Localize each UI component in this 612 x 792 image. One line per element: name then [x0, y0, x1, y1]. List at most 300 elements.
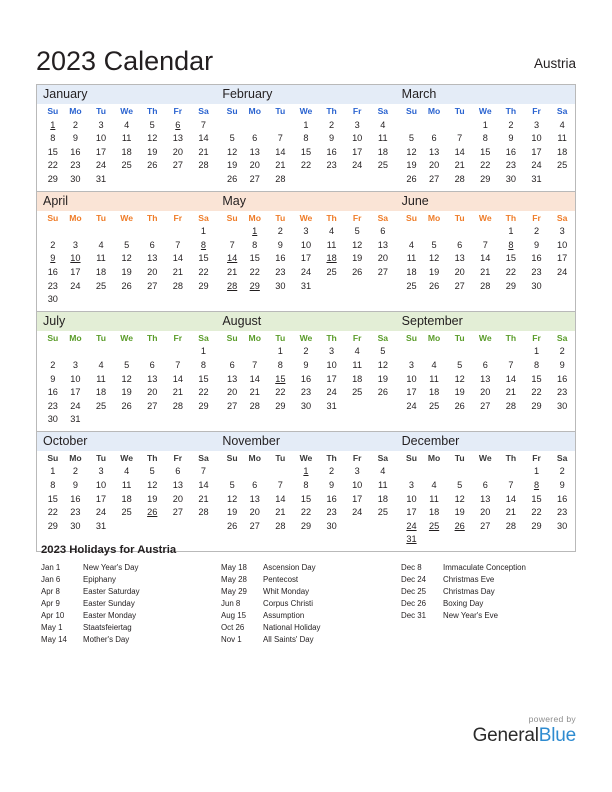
day-cell[interactable]: 8 [303, 480, 309, 491]
day-cell[interactable]: 13 [227, 373, 238, 384]
day-cell[interactable]: 14 [275, 146, 286, 157]
day-cell[interactable]: 18 [121, 146, 132, 157]
day-cell[interactable]: 18 [352, 373, 363, 384]
day-cell[interactable]: 18 [377, 146, 388, 157]
day-cell[interactable]: 24 [326, 387, 337, 398]
day-cell[interactable]: 22 [531, 507, 542, 518]
day-cell[interactable]: 19 [147, 146, 158, 157]
day-cell[interactable]: 21 [505, 507, 517, 518]
day-cell[interactable]: 4 [408, 239, 415, 250]
day-cell[interactable]: 10 [326, 359, 337, 370]
day-cell[interactable]: 16 [70, 146, 81, 157]
day-cell[interactable]: 10 [300, 239, 312, 250]
day-cell[interactable]: 26 [121, 400, 132, 411]
day-cell[interactable]: 5 [124, 359, 130, 370]
day-cell[interactable]: 7 [175, 359, 181, 370]
day-cell[interactable]: 10 [352, 480, 363, 491]
day-cell[interactable]: 5 [354, 226, 360, 237]
day-cell[interactable]: 15 [249, 253, 260, 264]
day-cell[interactable]: 31 [531, 173, 542, 184]
day-cell[interactable]: 13 [480, 373, 491, 384]
day-cell[interactable]: 21 [249, 387, 260, 398]
day-cell[interactable]: 14 [198, 480, 209, 491]
day-cell[interactable]: 11 [352, 359, 362, 370]
day-cell[interactable]: 8 [482, 133, 488, 144]
day-cell[interactable]: 15 [47, 493, 58, 504]
day-cell[interactable]: 1 [200, 226, 207, 237]
day-cell[interactable]: 15 [47, 146, 58, 157]
day-cell[interactable]: 12 [352, 239, 363, 250]
day-cell[interactable]: 12 [147, 133, 158, 144]
day-cell[interactable]: 9 [72, 480, 78, 491]
day-cell[interactable]: 23 [70, 160, 81, 171]
day-cell[interactable]: 1 [50, 466, 56, 477]
day-cell[interactable]: 17 [95, 493, 107, 504]
day-cell[interactable]: 2 [329, 466, 335, 477]
day-cell[interactable]: 20 [428, 160, 440, 171]
day-cell[interactable]: 21 [505, 387, 517, 398]
day-cell[interactable]: 8 [200, 359, 207, 370]
day-cell[interactable]: 18 [557, 146, 568, 157]
day-cell[interactable]: 16 [531, 253, 542, 264]
day-cell[interactable]: 19 [352, 253, 363, 264]
day-cell[interactable]: 23 [300, 387, 312, 398]
day-cell[interactable]: 26 [406, 173, 417, 184]
day-cell[interactable]: 26 [227, 520, 238, 531]
day-cell[interactable]: 5 [124, 239, 130, 250]
day-cell[interactable]: 20 [172, 493, 183, 504]
day-cell[interactable]: 22 [47, 507, 58, 518]
day-cell[interactable]: 30 [70, 520, 81, 531]
day-cell[interactable]: 10 [531, 133, 542, 144]
day-cell[interactable]: 6 [252, 480, 258, 491]
day-cell[interactable]: 29 [505, 280, 517, 291]
day-cell[interactable]: 19 [227, 507, 238, 518]
day-cell[interactable]: 24 [352, 160, 363, 171]
day-cell[interactable]: 18 [406, 266, 417, 277]
day-cell[interactable]: 5 [149, 466, 155, 477]
day-cell[interactable]: 5 [229, 133, 235, 144]
day-cell[interactable]: 7 [175, 239, 181, 250]
day-cell[interactable]: 30 [47, 414, 58, 425]
day-cell-holiday[interactable]: 18 [326, 253, 337, 264]
day-cell-holiday[interactable]: 1 [50, 119, 56, 130]
day-cell[interactable]: 20 [172, 146, 183, 157]
day-cell[interactable]: 26 [352, 266, 363, 277]
day-cell[interactable]: 10 [406, 373, 417, 384]
day-cell[interactable]: 25 [377, 160, 388, 171]
day-cell[interactable]: 3 [408, 480, 415, 491]
day-cell-holiday[interactable]: 8 [200, 239, 207, 250]
day-cell[interactable]: 1 [200, 346, 207, 357]
day-cell[interactable]: 13 [249, 146, 260, 157]
day-cell[interactable]: 11 [429, 493, 439, 504]
day-cell[interactable]: 30 [300, 400, 312, 411]
day-cell[interactable]: 12 [227, 493, 238, 504]
day-cell[interactable]: 24 [70, 400, 81, 411]
day-cell[interactable]: 17 [531, 146, 542, 157]
day-cell[interactable]: 24 [557, 266, 568, 277]
day-cell[interactable]: 31 [326, 400, 337, 411]
day-cell[interactable]: 26 [377, 387, 388, 398]
day-cell[interactable]: 16 [505, 146, 517, 157]
day-cell[interactable]: 9 [303, 359, 309, 370]
day-cell[interactable]: 28 [454, 173, 465, 184]
day-cell[interactable]: 2 [533, 226, 540, 237]
day-cell[interactable]: 13 [454, 253, 465, 264]
day-cell[interactable]: 16 [300, 373, 312, 384]
day-cell[interactable]: 2 [303, 346, 309, 357]
day-cell[interactable]: 3 [98, 466, 104, 477]
day-cell[interactable]: 26 [121, 280, 132, 291]
day-cell[interactable]: 28 [275, 520, 286, 531]
day-cell[interactable]: 12 [121, 373, 132, 384]
day-cell[interactable]: 4 [380, 119, 386, 130]
day-cell[interactable]: 7 [508, 480, 514, 491]
day-cell[interactable]: 9 [329, 133, 335, 144]
day-cell[interactable]: 22 [249, 266, 260, 277]
day-cell[interactable]: 4 [124, 119, 130, 130]
day-cell[interactable]: 28 [249, 400, 260, 411]
day-cell[interactable]: 30 [557, 520, 568, 531]
day-cell[interactable]: 2 [277, 226, 283, 237]
day-cell[interactable]: 11 [121, 133, 132, 144]
day-cell[interactable]: 11 [121, 480, 132, 491]
day-cell[interactable]: 20 [454, 266, 465, 277]
day-cell[interactable]: 21 [454, 160, 465, 171]
day-cell-holiday[interactable]: 26 [147, 507, 158, 518]
day-cell[interactable]: 29 [531, 520, 542, 531]
day-cell[interactable]: 25 [352, 387, 363, 398]
day-cell[interactable]: 7 [252, 359, 258, 370]
day-cell[interactable]: 17 [95, 146, 107, 157]
day-cell[interactable]: 17 [557, 253, 568, 264]
day-cell[interactable]: 23 [557, 387, 568, 398]
day-cell[interactable]: 2 [72, 466, 78, 477]
day-cell[interactable]: 27 [480, 520, 491, 531]
day-cell[interactable]: 4 [380, 466, 386, 477]
day-cell[interactable]: 4 [431, 359, 437, 370]
day-cell[interactable]: 16 [557, 493, 568, 504]
day-cell[interactable]: 1 [303, 119, 309, 130]
day-cell[interactable]: 17 [70, 387, 81, 398]
day-cell[interactable]: 30 [557, 400, 568, 411]
day-cell[interactable]: 16 [326, 146, 337, 157]
day-cell[interactable]: 22 [275, 387, 286, 398]
day-cell[interactable]: 5 [457, 359, 463, 370]
day-cell[interactable]: 8 [50, 480, 56, 491]
day-cell[interactable]: 6 [175, 466, 181, 477]
day-cell[interactable]: 9 [72, 133, 78, 144]
day-cell[interactable]: 30 [275, 280, 286, 291]
day-cell[interactable]: 31 [95, 520, 107, 531]
day-cell[interactable]: 16 [275, 253, 286, 264]
day-cell[interactable]: 28 [505, 520, 517, 531]
day-cell[interactable]: 7 [277, 133, 283, 144]
day-cell[interactable]: 25 [95, 280, 107, 291]
day-cell[interactable]: 3 [72, 359, 78, 370]
day-cell[interactable]: 28 [198, 507, 209, 518]
day-cell[interactable]: 6 [252, 133, 258, 144]
day-cell[interactable]: 14 [275, 493, 286, 504]
day-cell[interactable]: 30 [70, 173, 81, 184]
day-cell[interactable]: 18 [95, 266, 107, 277]
day-cell[interactable]: 11 [326, 239, 337, 250]
day-cell-holiday[interactable]: 9 [50, 253, 56, 264]
day-cell[interactable]: 4 [329, 226, 335, 237]
day-cell-holiday[interactable]: 8 [533, 480, 540, 491]
day-cell[interactable]: 15 [531, 493, 542, 504]
day-cell[interactable]: 4 [98, 239, 104, 250]
day-cell[interactable]: 28 [198, 160, 209, 171]
day-cell[interactable]: 11 [378, 480, 388, 491]
day-cell[interactable]: 2 [50, 239, 56, 250]
day-cell[interactable]: 21 [275, 507, 286, 518]
day-cell-holiday[interactable]: 31 [406, 534, 417, 545]
day-cell[interactable]: 20 [227, 387, 238, 398]
day-cell-holiday[interactable]: 15 [275, 373, 286, 384]
day-cell-holiday[interactable]: 26 [454, 520, 465, 531]
day-cell[interactable]: 21 [198, 493, 209, 504]
day-cell[interactable]: 12 [147, 480, 158, 491]
day-cell[interactable]: 27 [172, 160, 183, 171]
day-cell[interactable]: 16 [326, 493, 337, 504]
day-cell[interactable]: 23 [557, 507, 568, 518]
day-cell[interactable]: 18 [428, 387, 440, 398]
day-cell[interactable]: 20 [147, 387, 158, 398]
day-cell[interactable]: 1 [277, 346, 283, 357]
day-cell[interactable]: 29 [300, 520, 312, 531]
day-cell[interactable]: 5 [229, 480, 235, 491]
day-cell[interactable]: 13 [377, 239, 388, 250]
day-cell[interactable]: 31 [95, 173, 107, 184]
day-cell[interactable]: 22 [300, 160, 312, 171]
day-cell[interactable]: 10 [95, 480, 107, 491]
day-cell[interactable]: 10 [352, 133, 363, 144]
day-cell[interactable]: 25 [95, 400, 107, 411]
day-cell[interactable]: 3 [533, 119, 540, 130]
day-cell[interactable]: 29 [198, 400, 209, 411]
day-cell-holiday[interactable]: 14 [227, 253, 238, 264]
day-cell[interactable]: 16 [70, 493, 81, 504]
day-cell[interactable]: 18 [121, 493, 132, 504]
day-cell[interactable]: 15 [505, 253, 517, 264]
day-cell[interactable]: 6 [482, 480, 488, 491]
day-cell[interactable]: 18 [377, 493, 388, 504]
day-cell[interactable]: 23 [70, 507, 81, 518]
day-cell[interactable]: 12 [454, 493, 465, 504]
day-cell[interactable]: 11 [406, 253, 417, 264]
day-cell[interactable]: 5 [149, 119, 155, 130]
day-cell[interactable]: 26 [147, 160, 158, 171]
day-cell[interactable]: 4 [559, 119, 565, 130]
day-cell[interactable]: 19 [147, 493, 158, 504]
day-cell[interactable]: 19 [454, 387, 465, 398]
day-cell[interactable]: 10 [406, 493, 417, 504]
day-cell[interactable]: 14 [505, 493, 517, 504]
day-cell[interactable]: 2 [50, 359, 56, 370]
day-cell[interactable]: 6 [149, 239, 155, 250]
day-cell[interactable]: 23 [531, 266, 542, 277]
day-cell[interactable]: 3 [329, 346, 335, 357]
day-cell[interactable]: 12 [227, 146, 238, 157]
day-cell[interactable]: 12 [406, 146, 417, 157]
day-cell[interactable]: 3 [408, 359, 415, 370]
day-cell[interactable]: 13 [147, 373, 158, 384]
day-cell[interactable]: 3 [72, 239, 78, 250]
day-cell[interactable]: 8 [50, 133, 56, 144]
day-cell[interactable]: 4 [98, 359, 104, 370]
day-cell[interactable]: 13 [249, 493, 260, 504]
day-cell[interactable]: 19 [454, 507, 465, 518]
day-cell[interactable]: 11 [96, 373, 106, 384]
day-cell[interactable]: 17 [406, 387, 417, 398]
day-cell[interactable]: 7 [200, 466, 207, 477]
day-cell[interactable]: 11 [429, 373, 439, 384]
day-cell[interactable]: 6 [380, 226, 386, 237]
day-cell[interactable]: 18 [428, 507, 440, 518]
day-cell[interactable]: 29 [198, 280, 209, 291]
day-cell[interactable]: 24 [406, 400, 417, 411]
day-cell[interactable]: 23 [326, 507, 337, 518]
day-cell[interactable]: 26 [428, 280, 440, 291]
day-cell-holiday[interactable]: 10 [70, 253, 81, 264]
day-cell[interactable]: 12 [377, 359, 388, 370]
day-cell[interactable]: 25 [121, 507, 132, 518]
day-cell[interactable]: 1 [508, 226, 514, 237]
day-cell[interactable]: 22 [531, 387, 542, 398]
day-cell[interactable]: 6 [229, 359, 235, 370]
day-cell[interactable]: 15 [480, 146, 491, 157]
day-cell[interactable]: 21 [275, 160, 286, 171]
day-cell[interactable]: 7 [482, 239, 488, 250]
day-cell[interactable]: 14 [480, 253, 491, 264]
day-cell[interactable]: 23 [326, 160, 337, 171]
day-cell[interactable]: 17 [406, 507, 417, 518]
day-cell[interactable]: 19 [406, 160, 417, 171]
day-cell[interactable]: 22 [198, 387, 209, 398]
day-cell[interactable]: 26 [227, 173, 238, 184]
day-cell[interactable]: 9 [277, 239, 283, 250]
day-cell[interactable]: 1 [533, 466, 540, 477]
day-cell[interactable]: 16 [47, 266, 58, 277]
day-cell[interactable]: 25 [406, 280, 417, 291]
day-cell[interactable]: 21 [172, 387, 183, 398]
day-cell[interactable]: 17 [352, 146, 363, 157]
day-cell[interactable]: 31 [70, 414, 81, 425]
day-cell[interactable]: 5 [457, 480, 463, 491]
day-cell[interactable]: 7 [508, 359, 514, 370]
day-cell[interactable]: 24 [531, 160, 542, 171]
day-cell[interactable]: 8 [533, 359, 540, 370]
day-cell[interactable]: 23 [47, 280, 58, 291]
day-cell[interactable]: 19 [428, 266, 440, 277]
day-cell[interactable]: 14 [172, 253, 183, 264]
day-cell[interactable]: 4 [431, 480, 437, 491]
day-cell[interactable]: 14 [454, 146, 465, 157]
day-cell[interactable]: 22 [505, 266, 517, 277]
day-cell[interactable]: 19 [121, 266, 132, 277]
day-cell[interactable]: 11 [557, 133, 567, 144]
day-cell[interactable]: 12 [454, 373, 465, 384]
day-cell[interactable]: 24 [95, 160, 107, 171]
day-cell[interactable]: 4 [124, 466, 130, 477]
day-cell[interactable]: 15 [300, 146, 312, 157]
day-cell[interactable]: 20 [249, 507, 260, 518]
day-cell[interactable]: 16 [47, 387, 58, 398]
day-cell[interactable]: 12 [121, 253, 132, 264]
day-cell[interactable]: 14 [172, 373, 183, 384]
day-cell[interactable]: 3 [98, 119, 104, 130]
day-cell[interactable]: 24 [70, 280, 81, 291]
day-cell[interactable]: 11 [96, 253, 106, 264]
day-cell[interactable]: 27 [377, 266, 388, 277]
day-cell[interactable]: 7 [229, 239, 235, 250]
day-cell[interactable]: 28 [172, 280, 183, 291]
day-cell[interactable]: 2 [559, 466, 565, 477]
day-cell[interactable]: 4 [354, 346, 360, 357]
day-cell[interactable]: 9 [50, 373, 56, 384]
day-cell-holiday[interactable]: 25 [428, 520, 440, 531]
day-cell[interactable]: 6 [457, 239, 463, 250]
day-cell-holiday[interactable]: 6 [175, 119, 181, 130]
day-cell[interactable]: 12 [428, 253, 440, 264]
day-cell[interactable]: 10 [557, 239, 568, 250]
day-cell[interactable]: 9 [508, 133, 514, 144]
day-cell[interactable]: 9 [559, 480, 565, 491]
day-cell[interactable]: 25 [557, 160, 568, 171]
day-cell[interactable]: 7 [200, 119, 207, 130]
day-cell[interactable]: 14 [505, 373, 517, 384]
day-cell[interactable]: 3 [303, 226, 309, 237]
day-cell[interactable]: 8 [252, 239, 258, 250]
day-cell[interactable]: 20 [377, 253, 388, 264]
day-cell[interactable]: 11 [378, 133, 388, 144]
day-cell[interactable]: 13 [172, 133, 183, 144]
day-cell-holiday[interactable]: 28 [227, 280, 238, 291]
day-cell[interactable]: 25 [377, 507, 388, 518]
day-cell[interactable]: 25 [121, 160, 132, 171]
day-cell[interactable]: 28 [275, 173, 286, 184]
day-cell[interactable]: 23 [47, 400, 58, 411]
day-cell[interactable]: 14 [198, 133, 209, 144]
day-cell[interactable]: 13 [428, 146, 440, 157]
day-cell[interactable]: 19 [121, 387, 132, 398]
day-cell[interactable]: 27 [147, 280, 158, 291]
day-cell[interactable]: 20 [480, 387, 491, 398]
day-cell[interactable]: 30 [505, 173, 517, 184]
day-cell[interactable]: 28 [172, 400, 183, 411]
day-cell[interactable]: 14 [249, 373, 260, 384]
day-cell[interactable]: 17 [352, 493, 363, 504]
day-cell[interactable]: 25 [428, 400, 440, 411]
day-cell[interactable]: 5 [431, 239, 437, 250]
day-cell[interactable]: 5 [408, 133, 415, 144]
day-cell-holiday[interactable]: 29 [249, 280, 260, 291]
day-cell[interactable]: 3 [559, 226, 565, 237]
day-cell[interactable]: 27 [249, 173, 260, 184]
day-cell[interactable]: 8 [277, 359, 283, 370]
day-cell[interactable]: 15 [198, 253, 209, 264]
day-cell[interactable]: 13 [480, 493, 491, 504]
day-cell[interactable]: 5 [380, 346, 386, 357]
day-cell[interactable]: 16 [557, 373, 568, 384]
day-cell[interactable]: 29 [47, 520, 58, 531]
day-cell[interactable]: 23 [505, 160, 517, 171]
day-cell[interactable]: 19 [377, 373, 388, 384]
day-cell-holiday[interactable]: 1 [252, 226, 258, 237]
day-cell[interactable]: 27 [227, 400, 238, 411]
